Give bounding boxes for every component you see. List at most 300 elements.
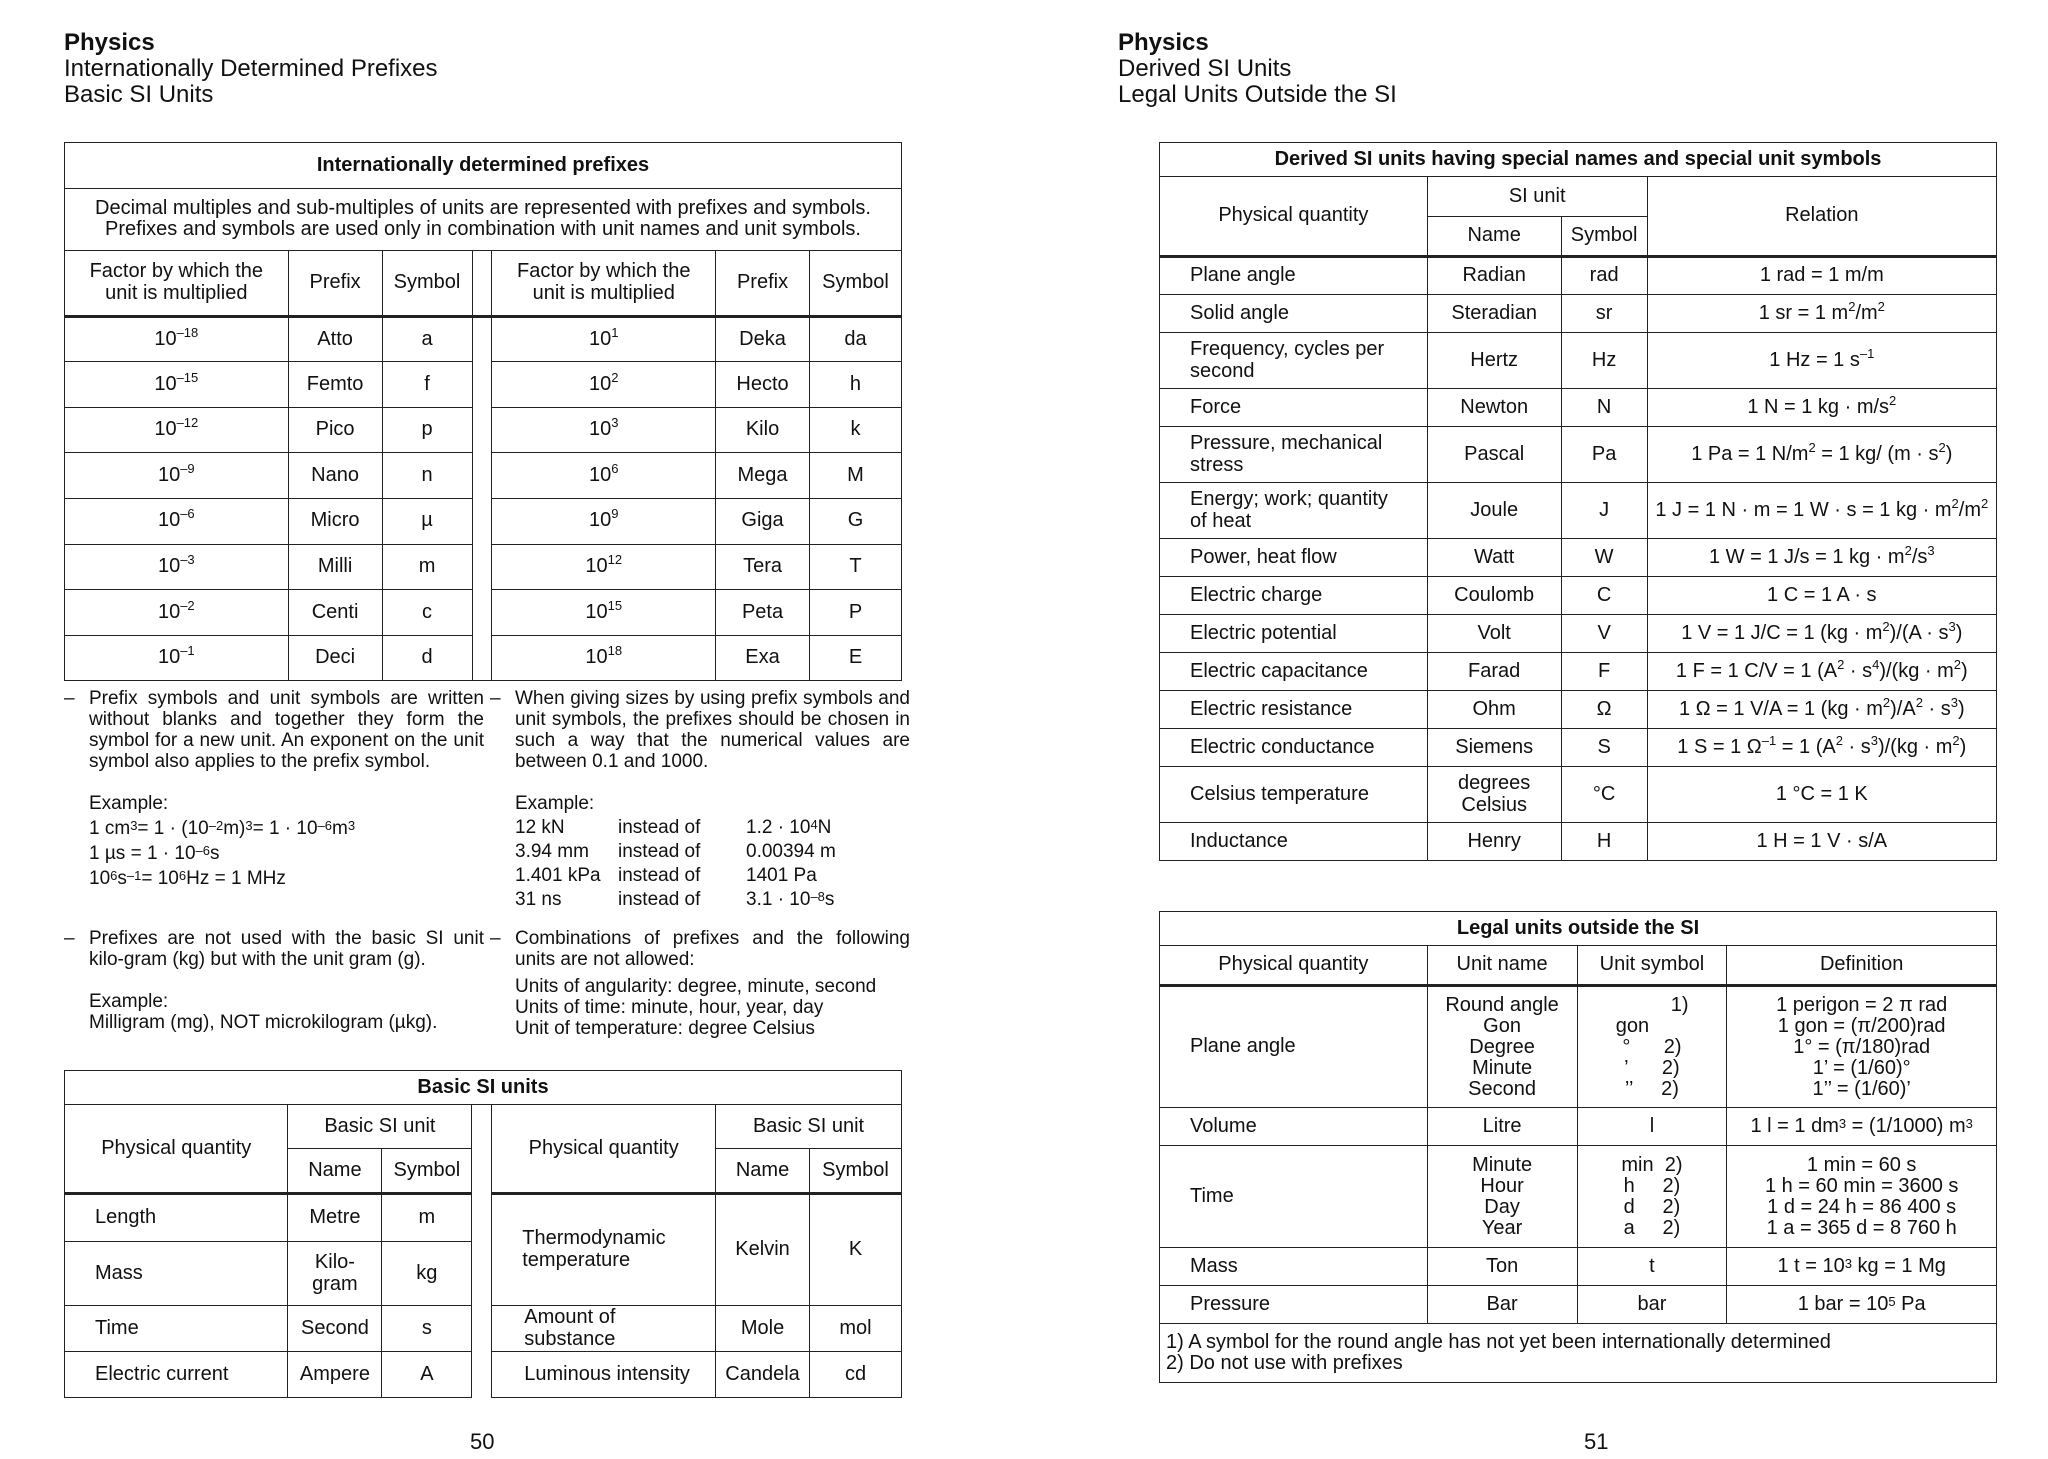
factor-exponent: –12 [176,415,199,431]
relation: 1 Pa = 1 $N/m^2 = 1$ kg/ $(m \cdot s^2)$ [1647,427,1996,483]
factor-cell [492,362,716,408]
quantity: Force [1160,389,1428,427]
table-row [65,590,902,636]
bullet-dash: – [64,688,75,709]
heading-subtitle-1: Internationally Determined Prefixes [64,55,438,82]
unit-symbol: S [1561,729,1647,767]
note-3 [64,928,484,1033]
quantity: Thermodynamic temperature [492,1194,716,1306]
table-row [1160,823,1997,861]
quantity: Mass [65,1242,288,1306]
unit-name: Litre [1427,1108,1577,1146]
quantity: Luminous intensity [492,1352,716,1398]
table-title: Derived SI units having special names and special unit symbols [1160,143,1997,177]
example-text: Milligram (mg), NOT microkilogram (µkg). [89,1012,438,1033]
page-heading [64,30,438,108]
factor-cell [65,635,289,681]
unit-name: Volt [1427,615,1561,653]
factor-cell [492,544,716,590]
table-row [1160,427,1997,483]
table-row [1160,1286,1997,1324]
example-cell: 1.401 kPa [515,865,601,886]
symbol-cell: m [382,544,472,590]
unit-symbol: °C [1561,767,1647,823]
table-row [65,453,902,499]
example-label: Example: [89,793,169,814]
example-cell: 3.94 mm [515,841,589,862]
prefix-cell: Milli [288,544,382,590]
factor-base: 10 [154,327,177,350]
relation: 1 F = 1 C/V = 1 $(A^2 \cdot s^4)/(kg \cdot m^2)$ [1647,653,1996,691]
header-unit: Basic SI unit [288,1105,472,1149]
factor-cell [65,407,289,453]
header-factor: Factor by which the unit is multiplied [65,250,289,316]
factor-cell [492,635,716,681]
prefix-cell: Mega [716,453,810,499]
factor-cell [492,316,716,362]
prefix-cell: Nano [288,453,382,499]
symbol-cell: k [809,407,901,453]
prefix-cell: Micro [288,498,382,544]
prefix-cell: Centi [288,590,382,636]
table-row [1160,615,1997,653]
example-cell: 1401 Pa [746,865,817,886]
unit-name: Second [288,1306,382,1352]
prefix-cell: Atto [288,316,382,362]
unit-name: Candela [716,1352,810,1398]
unit-name: Minute Hour Day Year [1427,1146,1577,1248]
example-cell: instead of [618,889,701,910]
unit-name: Ampere [288,1352,382,1398]
header-relation: Relation [1647,177,1996,257]
table-row [1160,691,1997,729]
factor-exponent: –3 [180,552,195,568]
unit-name: Round angle Gon Degree Minute Second [1427,986,1577,1108]
bullet-dash: – [490,688,501,709]
header-symbol: Symbol [810,1149,902,1194]
factor-base: 10 [154,418,177,441]
symbol-cell: p [382,407,472,453]
legal-units-table [1159,911,1997,1383]
unit-name: Coulomb [1427,577,1561,615]
table-row [1160,1108,1997,1146]
factor-cell [492,407,716,453]
factor-exponent: –1 [180,643,195,659]
unit-name: Kilo- gram [288,1242,382,1306]
factor-base: 10 [154,372,177,395]
note-text: When giving sizes by using prefix symbols and unit symbols, the prefixes should be chosen in such a way that the numerical values are between 0.1 and 1000. [515,688,910,772]
relation: 1 °C = 1 K [1647,767,1996,823]
quantity: Power, heat flow [1160,539,1428,577]
unit-symbol: W [1561,539,1647,577]
header-symbol: Symbol [809,250,901,316]
note-2 [490,688,910,910]
example-line [515,814,910,838]
factor-cell [65,362,289,408]
quantity: Plane angle [1160,257,1428,295]
header-quantity: Physical quantity [1160,946,1428,986]
symbol-cell: a [382,316,472,362]
unit-symbol: V [1561,615,1647,653]
factor-exponent: –18 [176,324,199,340]
factor-exponent: 15 [607,597,623,613]
prefix-cell: Kilo [716,407,810,453]
example-label: Example: [89,991,169,1012]
table-row [1160,295,1997,333]
heading-title: Physics [64,29,155,56]
prefix-cell: Peta [716,590,810,636]
heading-subtitle-2: Legal Units Outside the SI [1118,81,1397,108]
prefix-table [64,142,902,681]
prefix-cell: Deka [716,316,810,362]
table-title: Basic SI units [65,1071,902,1105]
quantity: Electric capacitance [1160,653,1428,691]
factor-base: 10 [157,555,181,578]
example-list [89,814,484,889]
unit-name: Pascal [1427,427,1561,483]
header-quantity: Physical quantity [492,1105,716,1194]
quantity: Inductance [1160,823,1428,861]
example-cell: 12 kN [515,817,565,838]
symbol-cell: G [809,498,901,544]
unit-name: Steradian [1427,295,1561,333]
page-number: 50 [470,1429,495,1454]
unit-name: degrees Celsius [1427,767,1561,823]
prefix-cell: Tera [716,544,810,590]
bullet-dash: – [490,928,501,949]
unit-name: Hertz [1427,333,1561,389]
header-symbol: Symbol [382,1149,472,1194]
factor-cell [492,453,716,499]
example-cell: instead of [618,865,701,886]
unit-symbol: s [382,1306,472,1352]
legal-table-body [1160,986,1997,1324]
unit-name: Henry [1427,823,1561,861]
relation: 1 Hz = 1 $s^{-1}$ [1647,333,1996,389]
column-gap [472,316,492,362]
unit-name: Kelvin [716,1194,810,1306]
quantity: Electric current [65,1352,288,1398]
column-gap [472,498,492,544]
example-line: 1 µs = 1 · 10 $^{-6}$ s [89,843,220,864]
definition: 1 min = 60 s 1 h = 60 min = 3600 s 1 d = 24 h = 86 400 s 1 a = 365 d = 8 760 h [1727,1146,1997,1248]
factor-base: 10 [589,463,612,486]
unit-symbol: min 2) h 2) d 2) a 2) [1577,1146,1727,1248]
quantity: Energy; work; quantity of heat [1160,483,1428,539]
definition: 1 $t = 10^3$ kg = 1 Mg [1727,1248,1997,1286]
disallowed-unit: Units of angularity: degree, minute, second [515,976,877,997]
unit-symbol: F [1561,653,1647,691]
factor-cell [65,544,289,590]
prefix-cell: Hecto [716,362,810,408]
factor-base: 10 [157,463,181,486]
symbol-cell: f [382,362,472,408]
unit-symbol: l [1577,1108,1727,1146]
relation: 1 C = 1 A · s [1647,577,1996,615]
factor-exponent: 9 [611,506,619,522]
table-row [1160,1248,1997,1286]
quantity: Frequency, cycles per second [1160,333,1428,389]
table-row [1160,483,1997,539]
unit-name: Radian [1427,257,1561,295]
symbol-cell: d [382,635,472,681]
unit-symbol: m [382,1194,472,1242]
prefix-cell: Pico [288,407,382,453]
relation: 1 sr = 1 $m^2/m^2$ [1647,295,1996,333]
factor-base: 10 [585,600,608,623]
quantity: Mass [1160,1248,1428,1286]
unit-name: Bar [1427,1286,1577,1324]
header-name: Name [1427,217,1561,257]
definition: 1 l = 1 $dm^3 = (1/1000)$ $m^3$ [1727,1108,1997,1146]
header-name: Name [716,1149,810,1194]
example-line: 1 cm $^3$ = 1 · (10 $^{-2}$ m) $^3$ = 1 · 10 $^{-6}$ m $^3$ [89,818,356,839]
symbol-cell: µ [382,498,472,544]
factor-cell [65,316,289,362]
table-row [65,1194,902,1242]
relation: 1 W = 1 J/s = 1 kg · $m^2/s^3$ [1647,539,1996,577]
unit-name: Mole [716,1306,810,1352]
relation: 1 N = 1 kg · $m/s^2$ [1647,389,1996,427]
relation: 1 J = 1 N · m = 1 W · s = 1 kg · $m^2/m^2$ [1647,483,1996,539]
column-gap [472,1105,492,1194]
prefix-cell: Deci [288,635,382,681]
derived-table-body [1160,257,1997,861]
header-name: Name [288,1149,382,1194]
note-4 [490,928,910,1039]
unit-symbol: bar [1577,1286,1727,1324]
relation: 1 H = 1 V · s/A [1647,823,1996,861]
unit-name: Joule [1427,483,1561,539]
unit-symbol: Pa [1561,427,1647,483]
quantity: Time [65,1306,288,1352]
table-row [1160,257,1997,295]
quantity: Pressure [1160,1286,1428,1324]
header-symbol: Symbol [382,250,472,316]
right-page [1024,0,2048,1459]
table-row [1160,653,1997,691]
example-label: Example: [515,793,595,814]
header-quantity: Physical quantity [65,1105,288,1194]
table-intro [65,188,902,250]
unit-name: Metre [288,1194,382,1242]
factor-base: 10 [157,646,181,669]
prefix-cell: Giga [716,498,810,544]
table-row [1160,1146,1997,1248]
table-row [65,498,902,544]
heading-subtitle-2: Basic SI Units [64,81,214,108]
quantity: Celsius temperature [1160,767,1428,823]
symbol-cell: T [809,544,901,590]
factor-base: 10 [589,418,612,441]
unit-name: Newton [1427,389,1561,427]
factor-cell [65,590,289,636]
example-line: 10 $^6$ s $^{-1}$ = 10 $^6$ Hz = 1 MHz [89,868,286,889]
factor-exponent: 12 [607,552,623,568]
column-gap [472,362,492,408]
factor-base: 10 [589,327,612,350]
unit-symbol: J [1561,483,1647,539]
quantity: Electric potential [1160,615,1428,653]
column-gap [472,635,492,681]
example-line [515,886,910,910]
factor-exponent: 18 [607,643,623,659]
unit-symbol: H [1561,823,1647,861]
intro-line: Decimal multiples and sub-multiples of units are represented with prefixes and symbols. [95,196,871,219]
footnote: 2) Do not use with prefixes [1166,1352,1403,1374]
header-factor: Factor by which the unit is multiplied [492,250,716,316]
unit-symbol: mol [810,1306,902,1352]
symbol-cell: n [382,453,472,499]
derived-si-table [1159,142,1997,861]
unit-symbol: Hz [1561,333,1647,389]
quantity: Pressure, mechanical stress [1160,427,1428,483]
note-text: Prefix symbols and unit symbols are written without blanks and together they form the symbol for a new unit. An exponent on the unit symbol also applies to the prefix symbol. [89,688,484,772]
factor-cell [65,498,289,544]
intro-line: Prefixes and symbols are used only in combination with unit names and unit symbols. [105,218,861,241]
factor-exponent: –15 [176,369,199,385]
unit-symbol: t [1577,1248,1727,1286]
unit-symbol: K [810,1194,902,1306]
unit-name: Ton [1427,1248,1577,1286]
header-prefix: Prefix [716,250,810,316]
header-unit: Basic SI unit [716,1105,902,1149]
factor-base: 10 [157,509,181,532]
quantity: Solid angle [1160,295,1428,333]
header-quantity: Physical quantity [1160,177,1428,257]
prefix-table-body [65,316,902,681]
factor-exponent: –9 [180,460,195,476]
factor-exponent: –6 [180,506,195,522]
header-prefix: Prefix [288,250,382,316]
table-row [1160,333,1997,389]
unit-symbol: A [382,1352,472,1398]
example-cell: instead of [618,817,701,838]
table-row [65,635,902,681]
relation: 1 S = 1 $\Omega^{-1} = 1$ $(A^2 \cdot s^3)/(kg \cdot m^2)$ [1647,729,1996,767]
quantity: Electric resistance [1160,691,1428,729]
table-row [1160,577,1997,615]
factor-exponent: 1 [611,324,619,340]
factor-base: 10 [589,372,612,395]
example-cell: $1.2 \cdot 10^4N$ [746,817,832,838]
factor-exponent: –2 [180,597,195,613]
unit-symbol: Ω [1561,691,1647,729]
header-symbol: Symbol [1561,217,1647,257]
unit-symbol: 1) gon ° 2) ’ 2) ’’ 2) [1577,986,1727,1108]
bullet-dash: – [64,928,75,949]
header-si-unit: SI unit [1427,177,1647,217]
table-row [1160,729,1997,767]
unit-name: Siemens [1427,729,1561,767]
disallowed-unit: Units of time: minute, hour, year, day [515,997,824,1018]
header-unit-symbol: Unit symbol [1577,946,1727,986]
column-gap [472,453,492,499]
symbol-cell: P [809,590,901,636]
note-text: Prefixes are not used with the basic SI unit kilo-gram (kg) but with the unit gram (g). [89,928,484,970]
factor-base: 10 [585,646,608,669]
prefix-cell: Femto [288,362,382,408]
table-row [1160,539,1997,577]
factor-cell [492,498,716,544]
footnotes [1160,1324,1997,1383]
quantity: Volume [1160,1108,1428,1146]
unit-symbol: sr [1561,295,1647,333]
table-row [1160,986,1997,1108]
factor-base: 10 [157,600,181,623]
factor-exponent: 6 [611,460,619,476]
factor-base: 10 [585,555,608,578]
note-1 [64,688,484,889]
example-list [515,814,910,910]
quantity: Length [65,1194,288,1242]
heading-title: Physics [1118,29,1209,56]
page-heading [1118,30,1397,108]
definition: 1 bar = $10^5$ Pa [1727,1286,1997,1324]
page-number: 51 [1584,1429,1609,1454]
table-row [1160,389,1997,427]
unit-name: Ohm [1427,691,1561,729]
factor-cell [65,453,289,499]
table-title: Internationally determined prefixes [65,143,902,189]
quantity: Amount of substance [492,1306,716,1352]
relation: 1 Ω = 1 V/A = 1 $(kg \cdot m^2)/A^2 \cdot s^3$) [1647,691,1996,729]
definition: 1 perigon = 2 π rad 1 gon = (π/200)rad 1° = (π/180)rad 1’ = (1/60)° 1’’ = (1/60)’ [1727,986,1997,1108]
example-line [515,862,910,886]
table-row [65,544,902,590]
unit-name: Farad [1427,653,1561,691]
factor-base: 10 [589,509,612,532]
basic-si-table [64,1070,902,1398]
table-title: Legal units outside the SI [1160,912,1997,946]
heading-subtitle-1: Derived SI Units [1118,55,1292,82]
column-gap [472,1194,492,1398]
table-row [65,407,902,453]
relation: 1 rad = 1 m/m [1647,257,1996,295]
example-cell: $3.1 \cdot 10^{-8}s$ [746,889,835,910]
symbol-cell: E [809,635,901,681]
unit-symbol: C [1561,577,1647,615]
footnote: 1) A symbol for the round angle has not yet been internationally determined [1166,1331,1831,1353]
unit-symbol: rad [1561,257,1647,295]
column-gap [472,407,492,453]
column-gap [472,250,492,316]
unit-name: Watt [1427,539,1561,577]
unit-symbol: N [1561,389,1647,427]
unit-symbol: kg [382,1242,472,1306]
example-cell: 31 ns [515,889,562,910]
quantity: Electric charge [1160,577,1428,615]
factor-cell [492,590,716,636]
quantity: Plane angle [1160,986,1428,1108]
factor-exponent: 2 [611,369,619,385]
factor-exponent: 3 [611,415,619,431]
example-cell: 0.00394 m [746,841,836,862]
example-cell: instead of [618,841,701,862]
disallowed-unit: Unit of temperature: degree Celsius [515,1018,815,1039]
prefix-cell: Exa [716,635,810,681]
note-text: Combinations of prefixes and the following units are not allowed: [515,928,910,970]
quantity: Electric conductance [1160,729,1428,767]
symbol-cell: da [809,316,901,362]
table-row [65,362,902,408]
unit-symbol: cd [810,1352,902,1398]
symbol-cell: M [809,453,901,499]
column-gap [472,544,492,590]
table-row [65,316,902,362]
quantity: Time [1160,1146,1428,1248]
header-unit-name: Unit name [1427,946,1577,986]
